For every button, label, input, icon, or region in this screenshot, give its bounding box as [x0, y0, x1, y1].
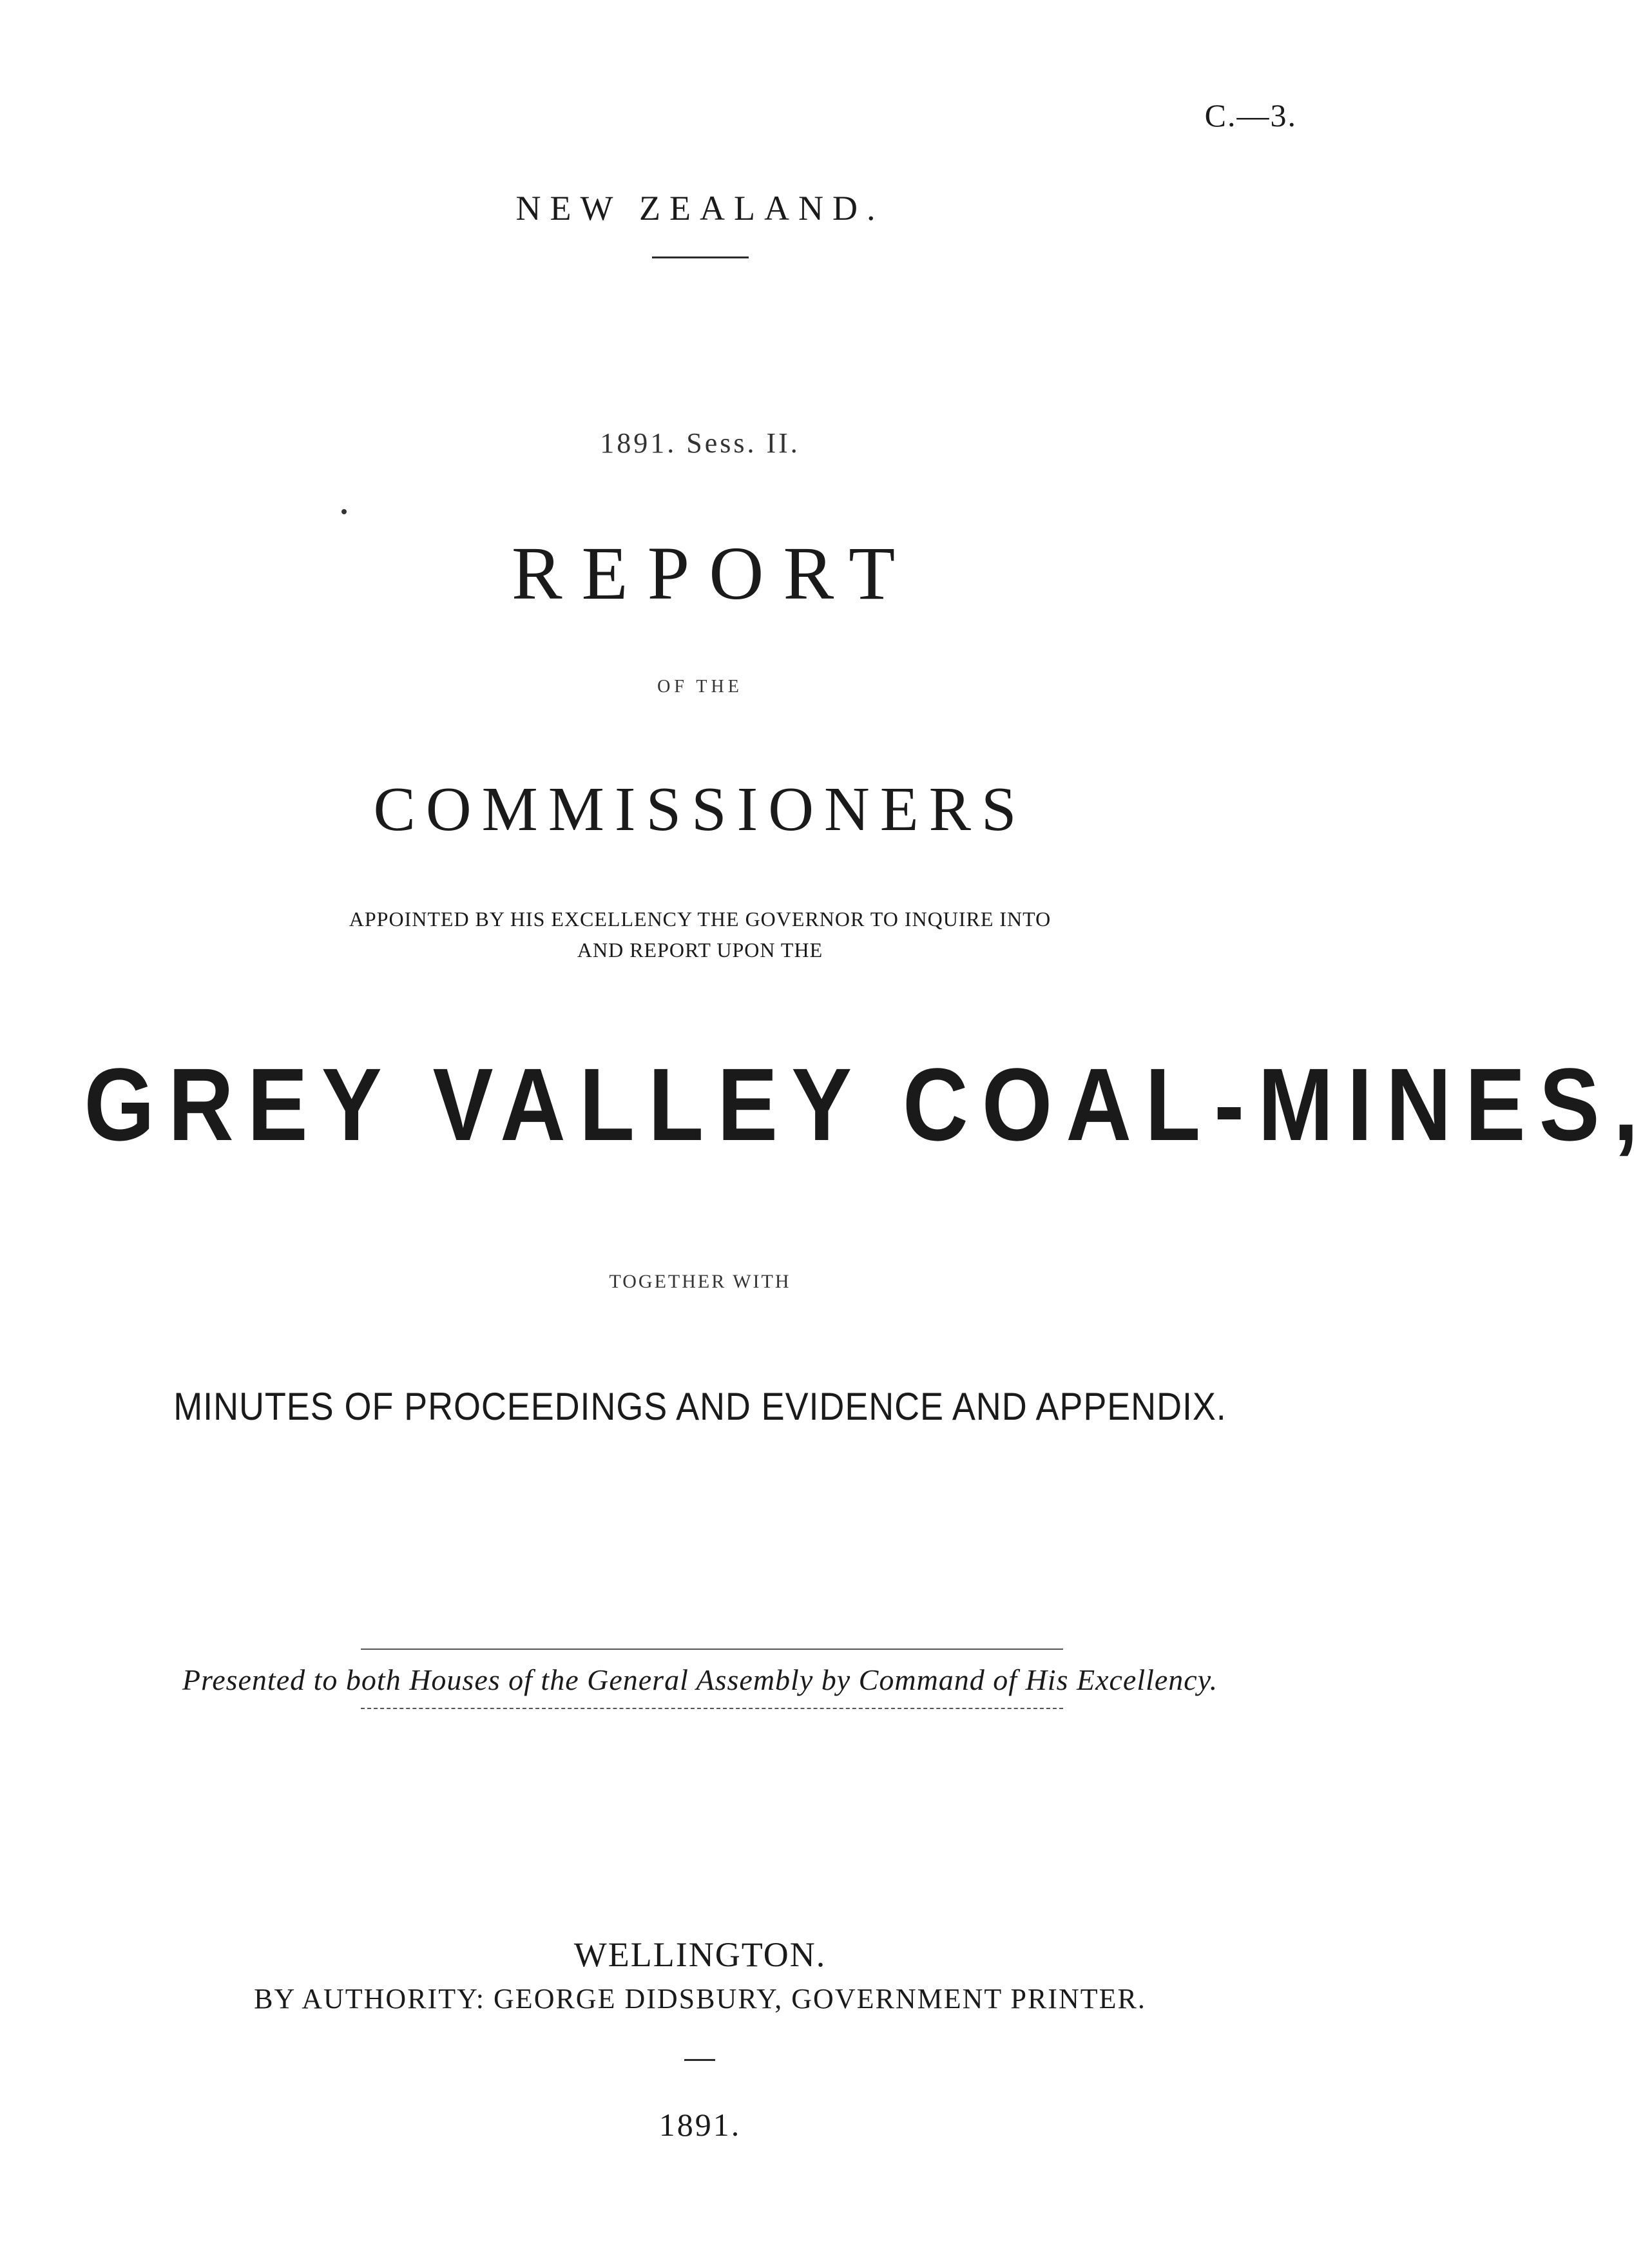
imprint-year: 1891. — [658, 2107, 742, 2143]
appointment-line-2: AND REPORT UPON THE — [577, 938, 823, 962]
together-with-label: TOGETHER WITH — [609, 1271, 791, 1292]
minutes-line: MINUTES OF PROCEEDINGS AND EVIDENCE AND APPENDIX. — [173, 1385, 1227, 1428]
subject-title: GREY VALLEY COAL-MINES, — [84, 1047, 1652, 1162]
session-line: 1891. Sess. II. — [600, 427, 800, 459]
of-the-label: OF THE — [657, 677, 743, 697]
appointment-description — [0, 904, 1400, 965]
stray-mark — [341, 509, 347, 514]
appointment-line-1: APPOINTED BY HIS EXCELLENCY THE GOVERNOR TO INQUIRE INTO — [349, 907, 1052, 931]
imprint-divider — [684, 2059, 715, 2061]
presentation-rule-bottom — [361, 1708, 1063, 1709]
imprint-city: WELLINGTON. — [573, 1935, 827, 1974]
imprint-printer: BY AUTHORITY: GEORGE DIDSBURY, GOVERNMENT PRINTER. — [254, 1983, 1146, 2015]
report-title: REPORT — [511, 531, 915, 615]
document-reference: C.—3. — [1204, 97, 1297, 133]
presentation-rule-top — [361, 1649, 1063, 1650]
country-heading: NEW ZEALAND. — [515, 189, 885, 227]
divider-short — [652, 256, 749, 258]
commissioners-title: COMMISSIONERS — [373, 775, 1027, 844]
presentation-statement: Presented to both Houses of the General Assembly by Command of His Excellency. — [182, 1663, 1218, 1696]
